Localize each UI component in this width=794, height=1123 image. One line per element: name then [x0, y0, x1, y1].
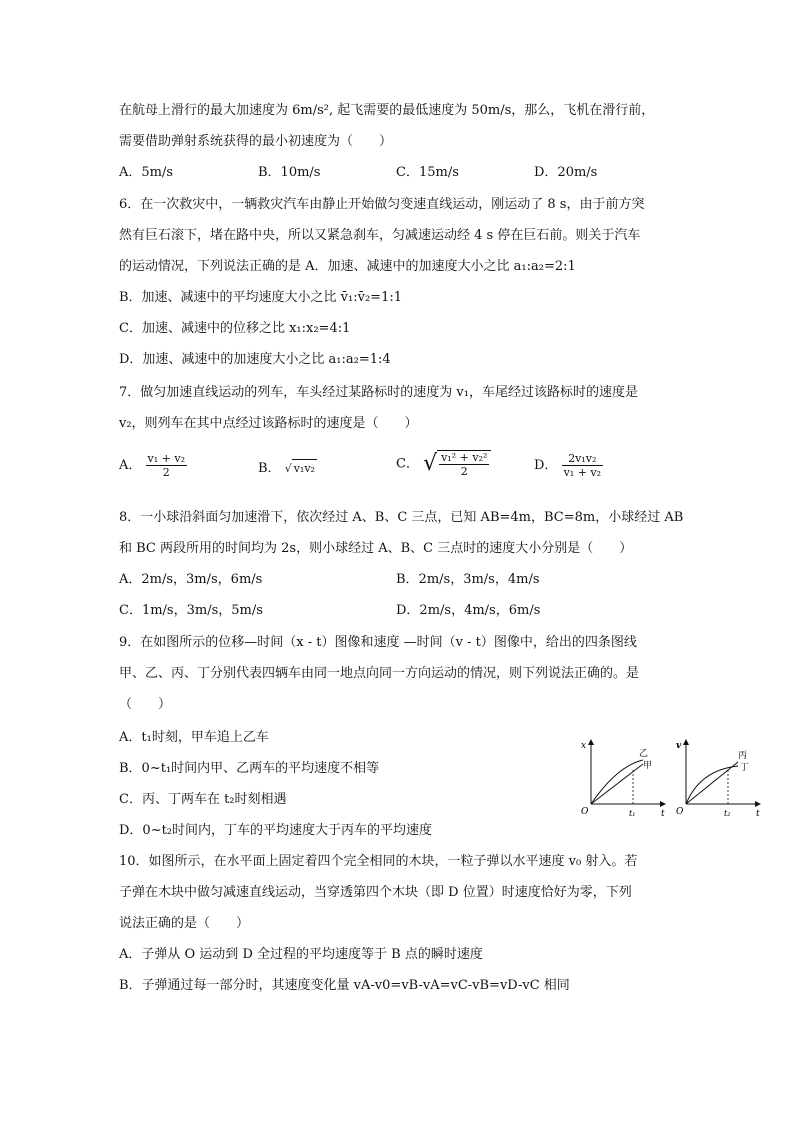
q8-option-a: A．2m/s，3m/s，6m/s [119, 572, 263, 587]
vt-y-label: v [676, 741, 682, 751]
q9-line-2: 甲、乙、丙、丁分别代表四辆车由同一地点向同一方向运动的情况，则下列说法正确的。是 [119, 666, 640, 681]
q7-option-b-sqrt: √ v₁v₂ [285, 459, 317, 478]
q7-option-d-fraction [562, 452, 603, 479]
q8-option-d: D．2m/s，4m/s，6m/s [396, 603, 541, 618]
vt-x-label: t [756, 809, 760, 819]
q8-line-2: 和 BC 两段所用的时间均为 2s，则小球经过 A、B、C 三点时的速度大小分别是（ ） [119, 541, 633, 556]
q5-option-c: C．15m/s [396, 165, 459, 180]
q8-option-c: C．1m/s，3m/s，5m/s [119, 603, 263, 618]
q7-option-a-fraction [146, 452, 187, 479]
vt-bing-label: 丙 [738, 751, 748, 761]
q8-line-1: 8．一小球沿斜面匀加速滑下，依次经过 A、B、C 三点，已知 AB=4m，BC=8m，小球经过 AB [119, 510, 684, 525]
q6-option-d: D．加速、减速中的加速度大小之比 a₁:a₂=1:4 [119, 352, 391, 367]
q10-line-1: 10．如图所示，在水平面上固定着四个完全相同的木块，一粒子弹以水平速度 v₀ 射入。若 [119, 854, 638, 869]
q7-option-b [258, 459, 317, 478]
q7-b-radicand: v₁v₂ [292, 459, 317, 478]
q9-option-a: A．t₁时刻，甲车追上乙车 [119, 730, 269, 745]
q7-option-d [534, 452, 603, 479]
q10-option-b: B．子弹通过每一部分时，其速度变化量 vA-v0=vB-vA=vC-vB=vD-vC 相同 [119, 978, 570, 993]
xt-yi-label: 乙 [639, 749, 649, 759]
q6-line-1: 6．在一次救灾中，一辆救灾汽车由静止开始做匀变速直线运动，刚运动了 8 s，由于前方突 [119, 197, 645, 212]
q6-option-b: B．加速、减速中的平均速度大小之比 v̄₁:v̄₂=1:1 [119, 290, 402, 305]
q5-option-b: B．10m/s [258, 165, 321, 180]
q7-c-denominator: 2 [460, 465, 468, 478]
q6-option-c: C．加速、减速中的位移之比 x₁:x₂=4:1 [119, 321, 351, 336]
q7-option-b-label: B． [258, 461, 281, 476]
q7-d-numerator: 2v₁v₂ [562, 452, 603, 466]
q9-option-d: D．0~t₂时间内，丁车的平均速度大于丙车的平均速度 [119, 823, 433, 838]
q7-a-numerator: v₁ + v₂ [147, 452, 185, 465]
q7-line-1: 7．做匀加速直线运动的列车，车头经过某路标时的速度为 v₁，车尾经过该路标时的速度是 [119, 385, 638, 400]
vt-origin: O [676, 807, 684, 817]
q7-c-numerator: v₁² + v₂² [441, 451, 488, 464]
q7-option-d-label: D． [534, 458, 558, 473]
q10-line-2: 子弹在木块中做匀减速直线运动，当穿透第四个木块（即 D 位置）时速度恰好为零，下列 [119, 885, 632, 900]
vt-line-bing [686, 762, 738, 804]
q5-option-d: D．20m/s [534, 165, 598, 180]
vt-t2-label: t₂ [724, 809, 731, 818]
xt-graph [577, 736, 669, 820]
q9-option-c: C．丙、丁两车在 t₂时刻相遇 [119, 792, 287, 807]
q6-line-3: 的运动情况，下列说法正确的是 A．加速、减速中的加速度大小之比 a₁:a₂=2:1 [119, 259, 576, 274]
q6-line-2: 然有巨石滚下，堵在路中央，所以又紧急刹车，匀减速运动经 4 s 停在巨石前。则关于汽车 [119, 228, 641, 243]
q7-line-2: v₂，则列车在其中点经过该路标时的速度是（ ） [119, 416, 418, 431]
q10-option-a: A．子弹从 O 运动到 D 全过程的平均速度等于 B 点的瞬时速度 [119, 947, 483, 962]
q7-option-a [119, 452, 187, 479]
xt-t1-label: t₁ [629, 809, 636, 818]
q5-option-a: A．5m/s [119, 165, 174, 180]
q5-line-2: 需要借助弹射系统获得的最小初速度为（ ） [119, 134, 393, 149]
q7-option-c-label: C． [396, 456, 419, 472]
vt-graph [672, 736, 764, 820]
q7-option-c [396, 450, 491, 478]
q5-line-1: 在航母上滑行的最大加速度为 6m/s², 起飞需要的最低速度为 50m/s，那么，飞机在滑行前， [119, 103, 655, 118]
xt-origin: O [581, 807, 589, 817]
q9-line-1: 9．在如图所示的位移—时间（x - t）图像和速度 —时间（v - t）图像中，给出的四条图线 [119, 635, 637, 650]
xt-x-label: t [661, 809, 665, 819]
q9-line-3: （ ） [119, 697, 172, 712]
q7-d-denominator: v₁ + v₂ [563, 466, 602, 479]
q7-a-denominator: 2 [162, 466, 170, 479]
xt-jia-label: 甲 [643, 761, 653, 771]
q9-option-b: B．0~t₁时间内甲、乙两车的平均速度不相等 [119, 761, 380, 776]
vt-ding-label: 丁 [740, 763, 750, 773]
q10-line-3: 说法正确的是（ ） [119, 916, 250, 931]
q7-option-a-label: A． [119, 458, 142, 473]
xt-line-jia [591, 764, 643, 804]
q8-option-b: B．2m/s，3m/s，4m/s [396, 572, 540, 587]
q7-option-c-sqrt: √ $\frac{\text{v₁² + v₂²}}{2}$ [423, 450, 491, 478]
xt-y-label: x [581, 741, 587, 751]
